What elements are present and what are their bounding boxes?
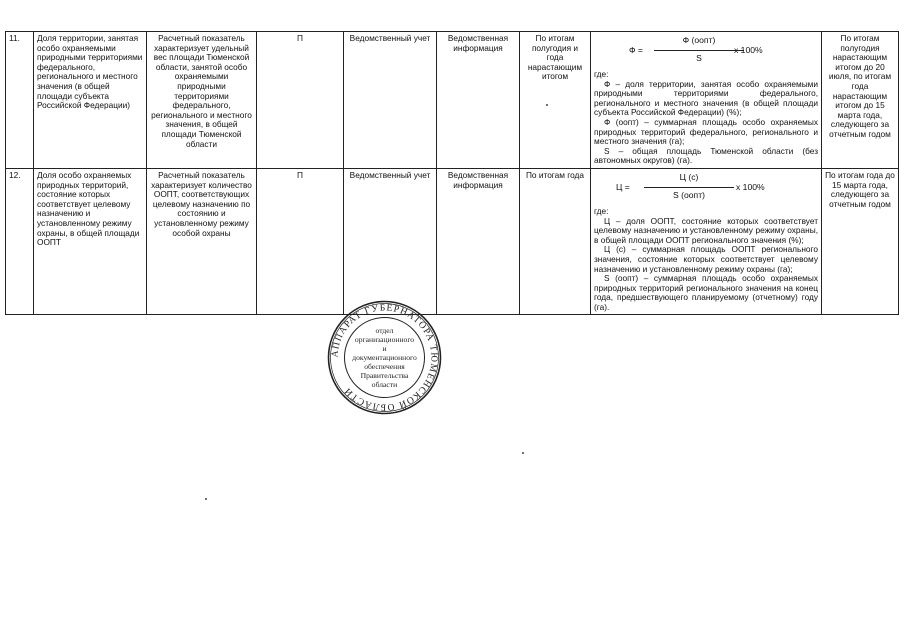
data-source: Ведомственный учет: [344, 168, 437, 315]
fraction-line: [654, 50, 744, 51]
formula-denominator: S (оопт): [673, 189, 705, 200]
formula-lhs: Ф =: [629, 45, 643, 55]
submission-deadline: По итогам полугодия нарастающим итогом до 20 июля, по итогам года нарастающим итогом до 15 марта года, следующего за отчетным годом: [822, 32, 899, 169]
formula-multiplier: x 100%: [736, 181, 765, 192]
explanation: Ц – доля ООПТ, состояние которых соответствует целевому назначению и установленному режиму охраны, в общей площади ООПТ регионального значения (%);: [594, 215, 818, 245]
row-number: 12.: [6, 168, 34, 315]
scan-speck: [522, 452, 524, 454]
row-number: 11.: [6, 32, 34, 169]
indicator-characteristic: Расчетный показатель характеризует удельный вес площади Тюменской области, занятой особо охраняемыми природными территориями федерального, регионального и местного значения, в общей площади Тюменской области: [147, 32, 257, 169]
formula-numerator: Ф (оопт): [682, 35, 716, 45]
official-stamp: [327, 300, 442, 415]
where-label: где:: [594, 69, 609, 79]
indicator-name: Доля особо охраняемых природных территорий, состояние которых соответствует целевому назначению и установленному режиму охраны, в общей площади ООПТ: [34, 168, 147, 315]
explanation: S – общая площадь Тюменской области (без автономных округов) (га).: [594, 145, 818, 166]
stamp-ring-text: АППАРАТ ГУБЕРНАТОРА ТЮМЕНСКОЙ ОБЛАСТИ: [330, 303, 439, 412]
svg-text:отдел: отдел: [375, 326, 394, 335]
indicator-type: П: [257, 168, 344, 315]
data-source: Ведомственный учет: [344, 32, 437, 169]
indicators-table: [5, 31, 899, 315]
info-source: Ведомственная информация: [437, 32, 520, 169]
svg-text:и: и: [382, 344, 387, 353]
explanation: S (оопт) – суммарная площадь особо охраняемых природных территорий регионального значения на конец года, предшествующего планируемому (отчетному) году (га).: [594, 273, 818, 312]
formula: [594, 173, 818, 203]
explanation: Ф (оопт) – суммарная площадь особо охраняемых природных территорий федерального, регионального и местного значения (га);: [594, 116, 818, 147]
scan-speck: [546, 104, 548, 106]
svg-text:Правительства: Правительства: [360, 371, 409, 380]
table-row: [6, 168, 899, 315]
svg-text:организационного: организационного: [354, 335, 415, 344]
calculation-method: [591, 168, 822, 315]
where-label: где:: [594, 205, 609, 216]
formula: [594, 36, 818, 66]
reporting-period: По итогам полугодия и года нарастающим итогом: [520, 32, 591, 169]
svg-text:области: области: [371, 380, 398, 389]
indicator-type: П: [257, 32, 344, 169]
scan-speck: [205, 498, 207, 500]
svg-text:обеспечения: обеспечения: [364, 362, 405, 371]
submission-deadline: По итогам года до 15 марта года, следующего за отчетным годом: [822, 168, 899, 315]
formula-multiplier: x 100%: [734, 45, 763, 55]
table-row: [6, 32, 899, 169]
fraction-line: [644, 187, 734, 188]
explanation: Ц (с) – суммарная площадь ООПТ регионального значения, состояние которых соответствует целевому назначению и установленному режиму охраны (га);: [594, 244, 818, 274]
stamp-center-text: [352, 326, 417, 389]
indicator-characteristic: Расчетный показатель характеризует количество ООПТ, соответствующих целевому назначению по состоянию и установленному режиму особой охраны: [147, 168, 257, 315]
explanation: Ф – доля территории, занятая особо охраняемыми природными территориями федерального, регионального и местного значения (в общей площади субъекта Российской Федерации) (%);: [594, 78, 818, 118]
reporting-period: По итогам года: [520, 168, 591, 315]
svg-text:документационного: документационного: [352, 353, 417, 362]
info-source: Ведомственная информация: [437, 168, 520, 315]
formula-denominator: S: [696, 53, 702, 63]
calculation-method: [591, 32, 822, 169]
formula-numerator: Ц (с): [679, 171, 699, 182]
formula-lhs: Ц =: [616, 181, 630, 192]
indicator-name: Доля территории, занятая особо охраняемыми природными территориями федерального, регионального и местного значения (в общей площади субъекта Российской Федерации): [34, 32, 147, 169]
